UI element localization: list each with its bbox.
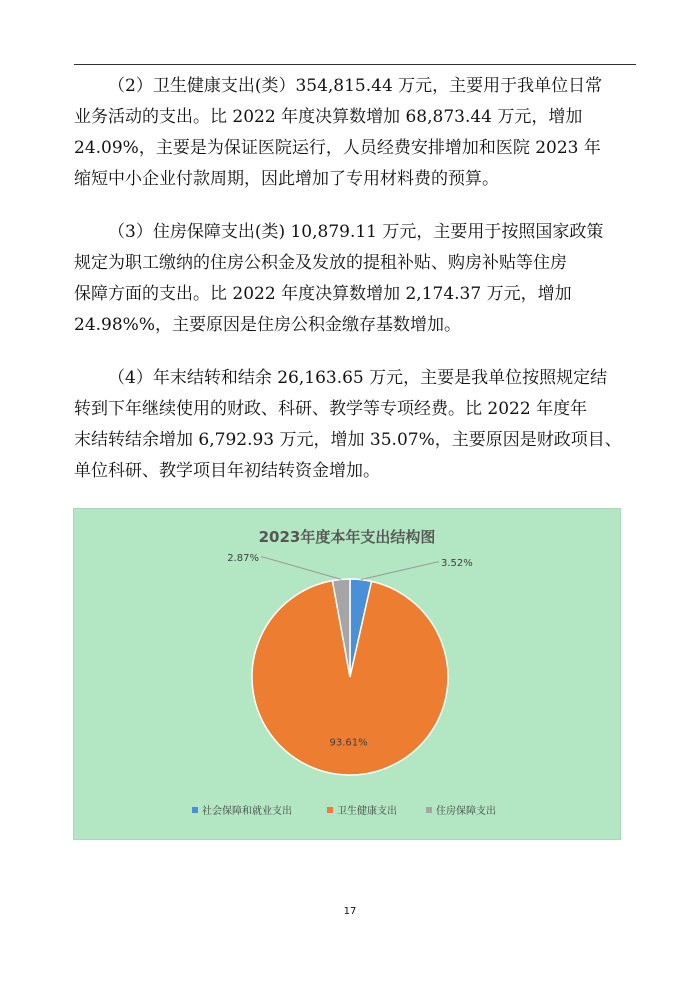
legend-label: 住房保障支出: [436, 806, 496, 817]
text-line: 末结转结余增加 6,792.93 万元，增加 35.07%，主要原因是财政项目、: [74, 430, 622, 450]
paragraph-health: [74, 71, 636, 195]
text-line: 缩短中小企业付款周期，因此增加了专用材料费的预算。: [74, 169, 499, 189]
text-line: 保障方面的支出。比 2022 年度决算数增加 2,174.37 万元，增加: [74, 284, 572, 304]
page-number: 17: [343, 906, 357, 917]
callout-line: [361, 562, 439, 580]
paragraph-carryover: [74, 363, 636, 487]
text-line: 单位科研、教学项目年初结转资金增加。: [74, 461, 380, 481]
header-rule: [74, 64, 636, 65]
legend-label: 卫生健康支出: [337, 806, 397, 817]
text-line: 转到下年继续使用的财政、科研、教学等专项经费。比 2022 年度年: [74, 399, 588, 419]
legend-swatch: [192, 807, 198, 813]
legend-swatch: [327, 807, 333, 813]
text-line: （2）卫生健康支出(类）354,815.44 万元，主要用于我单位日常: [108, 76, 603, 96]
slice-label: 2.87%: [227, 553, 259, 564]
slice-label: 93.61%: [329, 737, 368, 749]
pie-chart-svg: [74, 509, 620, 839]
legend-swatch: [426, 807, 432, 813]
callout-line: [261, 557, 341, 579]
slice-label: 3.52%: [441, 558, 473, 569]
text-line: 24.09%，主要是为保证医院运行，人员经费安排增加和医院 2023 年: [74, 138, 601, 158]
pie-chart: [73, 508, 621, 840]
paragraph-housing: [74, 217, 636, 341]
text-line: 24.98%%，主要原因是住房公积金缴存基数增加。: [74, 315, 461, 335]
text-line: 规定为职工缴纳的住房公积金及发放的提租补贴、购房补贴等住房: [74, 253, 567, 273]
text-line: （4）年末结转和结余 26,163.65 万元，主要是我单位按照规定结: [108, 368, 608, 388]
text-line: 业务活动的支出。比 2022 年度决算数增加 68,873.44 万元，增加: [74, 107, 583, 127]
text-line: （3）住房保障支出(类) 10,879.11 万元，主要用于按照国家政策: [108, 222, 604, 242]
legend-label: 社会保障和就业支出: [202, 806, 292, 817]
chart-legend: [192, 804, 496, 817]
chart-title: 2023年度本年支出结构图: [258, 528, 436, 546]
